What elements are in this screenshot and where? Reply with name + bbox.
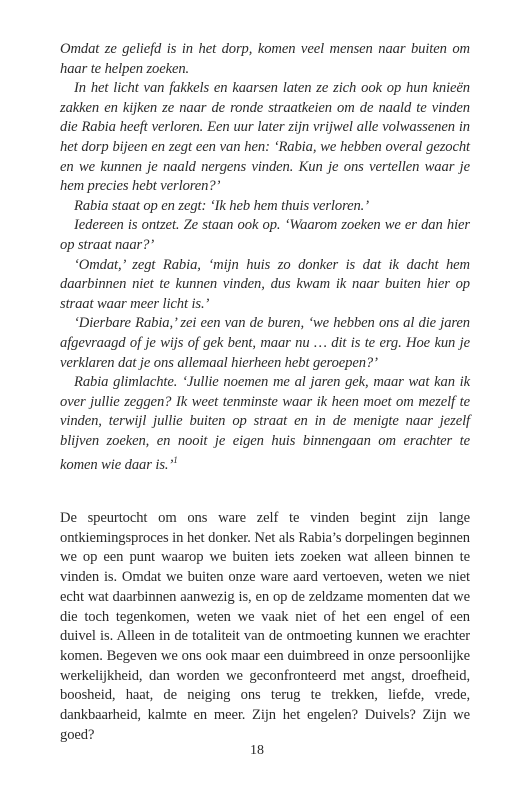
- quote-paragraph: Iedereen is ontzet. Ze staan ook op. ‘Waarom zoeken we er dan hier op straat naar?’: [60, 217, 470, 253]
- body-text-block: [60, 509, 470, 745]
- quote-paragraph: Omdat ze geliefd is in het dorp, komen veel mensen naar buiten om haar te helpen zoeken.: [60, 41, 470, 77]
- body-paragraph: De speurtocht om ons ware zelf te vinden begint zijn lange ontkiemingsproces in het donker. Net als Rabia’s dorpelingen beginnen we op een punt waarop we buiten iets zoeken wat alleen binnen te vinden is. Omdat we buiten onze ware aard vertoeven, weten we niet echt wat daarbinnen aanwezig is, en op de zeldzame momenten dat we die toch tegenkomen, weten we vaak niet of het een engel of een duivel is. Alleen in de totaliteit van de ontmoeting kunnen we erachter komen. Begeven we ons ook maar een duimbreed in onze persoonlijke werkelijkheid, dan worden we geconfronteerd met angst, droefheid, boosheid, haat, de neiging ons terug te trekken, liefde, vrede, dankbaarheid, kalmte en meer. Zijn het engelen? Duivels? Zijn we goed?: [60, 510, 470, 743]
- page-number: 18: [250, 743, 264, 758]
- quote-paragraph: In het licht van fakkels en kaarsen laten ze zich ook op hun knieën zakken en kijken ze naar de ronde straatkeien om de naald te vinden die Rabia heeft verloren. Een uur later zijn vrijwel alle volwassenen in het dorp bijeen en zegt een van hen: ‘Rabia, we hebben overal gezocht en we kunnen je naald nergens vinden. Kun je ons vertellen waar je hem precies hebt verloren?’: [60, 80, 470, 195]
- quote-paragraph: ‘Omdat,’ zegt Rabia, ‘mijn huis zo donker is dat ik dacht hem daarbinnen niet te kunnen vinden, dus kwam ik naar buiten hier op straat waar meer licht is.’: [60, 256, 470, 312]
- story-quote-block: [60, 40, 470, 476]
- quote-paragraph-last: [60, 373, 470, 476]
- footnote-marker: 1: [173, 455, 178, 466]
- quote-paragraph: Rabia staat op en zegt: ‘Ik heb hem thuis verloren.’: [74, 197, 369, 214]
- quote-paragraph-text: Rabia glimlachte. ‘Jullie noemen me al jaren gek, maar wat kan ik over jullie zeggen? Ik weet tenminste waar ik heen moet om mezelf te vinden, terwijl jullie buiten op straat en in de menigte naar jezelf blijven zoeken, en nooit je eigen huis binnengaan om erachter te komen wie daar is.’: [60, 374, 470, 474]
- quote-paragraph: ‘Dierbare Rabia,’ zei een van de buren, ‘we hebben ons al die jaren afgevraagd of je wijs of gek bent, maar nu … dit is te erg. Hoe kun je verklaren dat je ons allemaal hierheen hebt geroepen?’: [60, 315, 470, 371]
